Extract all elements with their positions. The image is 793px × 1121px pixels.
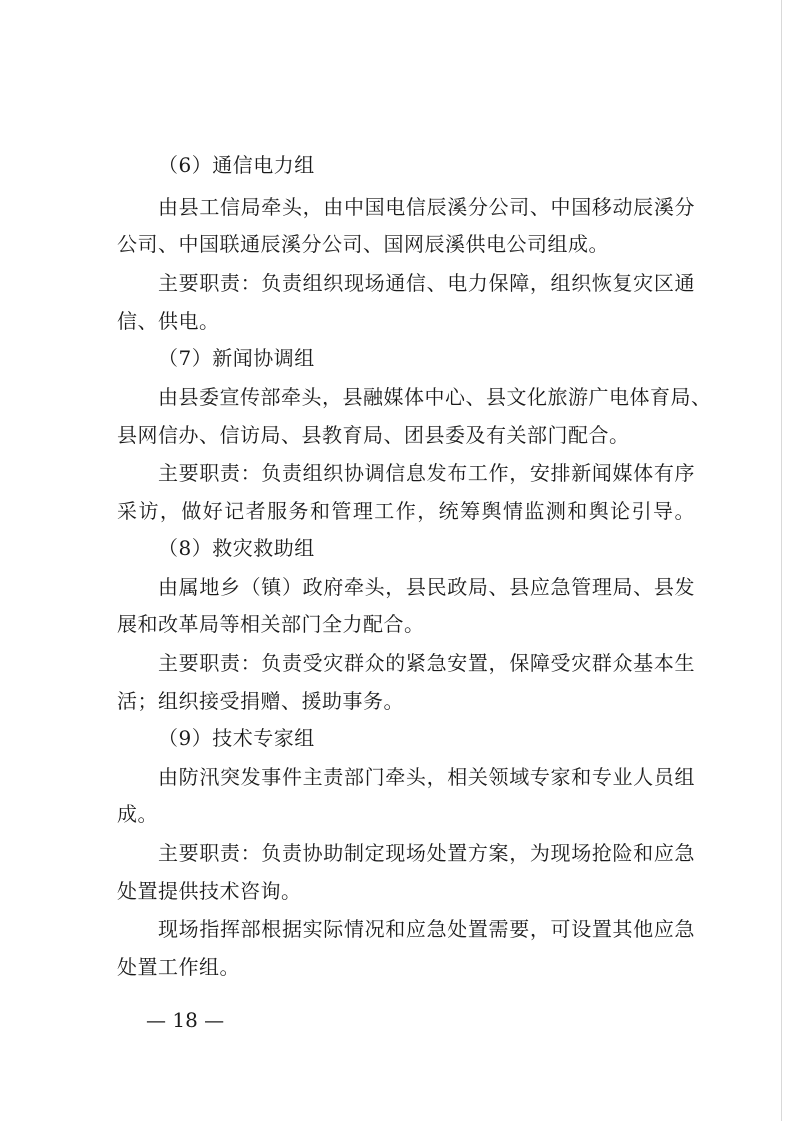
paragraph-line: 由防汛突发事件主责部门牵头，相关领域专家和专业人员组 [158,765,695,789]
page-edge-divider [781,0,782,1121]
paragraph-line: 处置工作组。 [117,955,240,979]
paragraph-line: 现场指挥部根据实际情况和应急处置需要，可设置其他应急 [158,917,695,941]
paragraph-line: 主要职责：负责协助制定现场处置方案，为现场抢险和应急 [158,841,695,865]
section-heading-9: （9）技术专家组 [158,726,315,750]
paragraph-line: 成。 [117,802,158,826]
paragraph-line: 县网信办、信访局、县教育局、团县委及有关部门配合。 [117,423,630,447]
page-number: — 18 — [146,1008,225,1032]
paragraph-line: 活；组织接受捐赠、援助事务。 [117,689,404,713]
paragraph-line: 由县工信局牵头，由中国电信辰溪分公司、中国移动辰溪分 [158,195,695,219]
section-heading-7: （7）新闻协调组 [158,346,315,370]
section-heading-8: （8）救灾救助组 [158,536,315,560]
paragraph-line: 主要职责：负责组织协调信息发布工作，安排新闻媒体有序 [158,461,695,485]
paragraph-line: 信、供电。 [117,309,220,333]
paragraph-line: 由属地乡（镇）政府牵头，县民政局、县应急管理局、县发 [158,575,695,599]
paragraph-line: 处置提供技术咨询。 [117,879,302,903]
paragraph-line: 主要职责：负责组织现场通信、电力保障，组织恢复灾区通 [158,271,695,295]
paragraph-line: 由县委宣传部牵头，县融媒体中心、县文化旅游广电体育局、 [158,385,712,409]
paragraph-line: 展和改革局等相关部门全力配合。 [117,612,425,636]
paragraph-line: 公司、中国联通辰溪分公司、国网辰溪供电公司组成。 [117,232,609,256]
section-heading-6: （6）通信电力组 [158,153,315,177]
paragraph-line: 采访，做好记者服务和管理工作，统筹舆情监测和舆论引导。 [117,499,695,523]
paragraph-line: 主要职责：负责受灾群众的紧急安置，保障受灾群众基本生 [158,651,695,675]
